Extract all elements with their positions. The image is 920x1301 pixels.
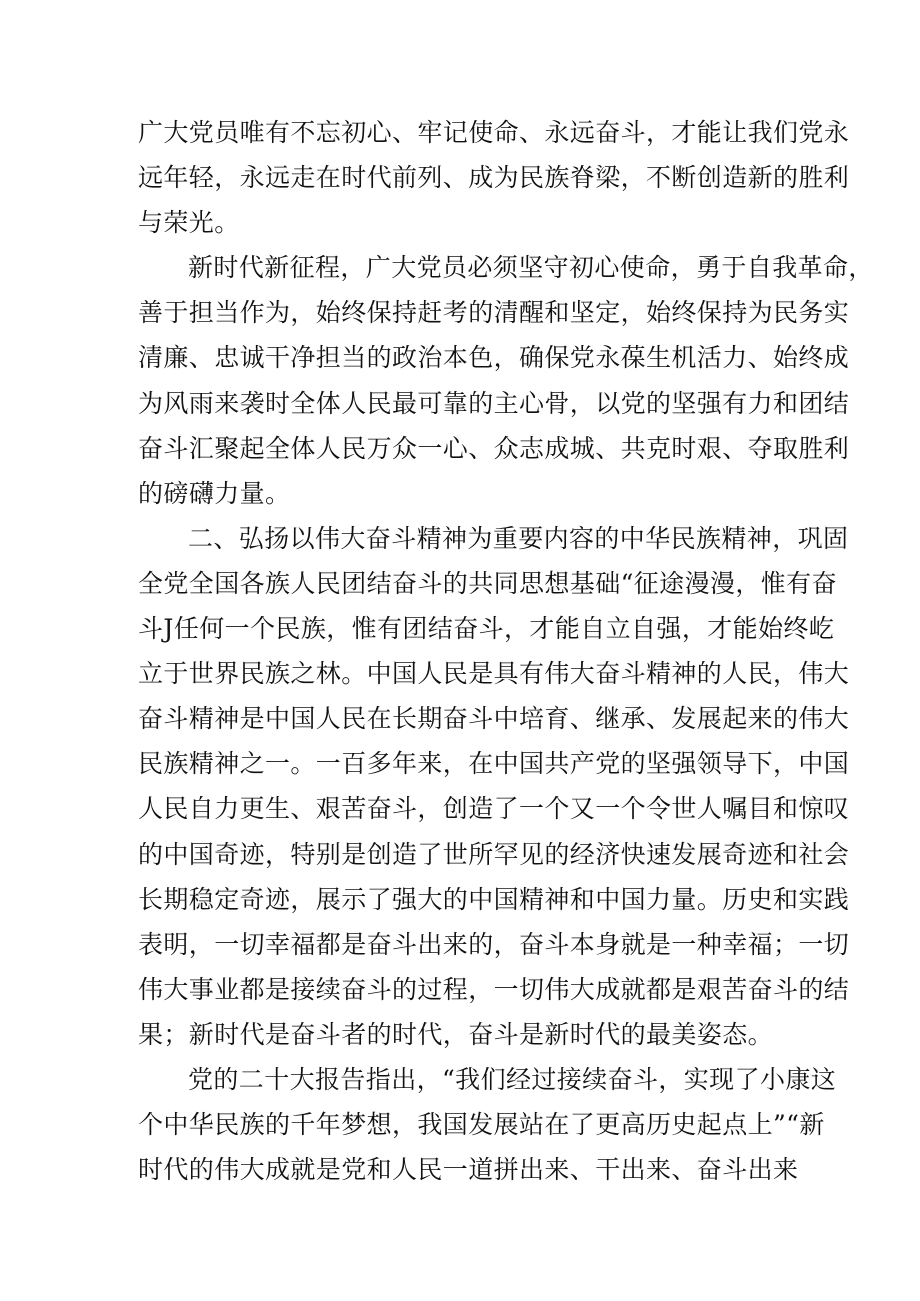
text-line: 善于担当作为，始终保持赶考的清醒和坚定，始终保持为民务实 (138, 298, 850, 328)
text-line: 新时代新征程，广大党员必须坚守初心使命，勇于自我革命， (188, 253, 874, 283)
text-line: 时代的伟大成就是党和人民一道拼出来、干出来、奋斗出来 (138, 1155, 799, 1185)
text-line: 远年轻，永远走在时代前列、成为民族脊梁，不断创造新的胜利 (138, 163, 850, 193)
text-line: 斗J任何一个民族，惟有团结奋斗，才能自立自强，才能始终屹 (138, 614, 835, 644)
paragraph-1 (138, 110, 850, 245)
text-line: 党的二十大报告指出，“我们经过接续奋斗，实现了小康这 (188, 1064, 837, 1094)
text-line: 的中国奇迹，特别是创造了世所罕见的经济快速发展奇迹和社会 (138, 839, 850, 869)
text-line: 个中华民族的千年梦想，我国发展站在了更高历史起点上”“新 (138, 1110, 825, 1140)
text-line: 人民自力更生、艰苦奋斗，创造了一个又一个令世人嘱目和惊叹 (138, 794, 850, 824)
paragraph-4 (138, 1057, 837, 1192)
text-line: 表明，一切幸福都是奋斗出来的，奋斗本身就是一种幸福；一切 (138, 929, 850, 959)
text-line: 奋斗精神是中国人民在长期奋斗中培育、继承、发展起来的伟大 (138, 704, 850, 734)
text-line: 二、弘扬以伟大奋斗精神为重要内容的中华民族精神，巩固 (188, 523, 849, 553)
text-line: 的磅礴力量。 (138, 478, 291, 508)
text-line: 立于世界民族之林。中国人民是具有伟大奋斗精神的人民，伟大 (138, 659, 850, 689)
text-line: 奋斗汇聚起全体人民万众一心、众志成城、共克时艰、夺取胜利 (138, 433, 850, 463)
text-line: 长期稳定奇迹，展示了强大的中国精神和中国力量。历史和实践 (138, 884, 850, 914)
text-line: 伟大事业都是接续奋斗的过程，一切伟大成就都是艰苦奋斗的结 (138, 974, 850, 1004)
text-line: 广大党员唯有不忘初心、牢记使命、永远奋斗，才能让我们党永 (138, 118, 850, 147)
text-line: 与荣光。 (138, 208, 240, 238)
text-line: 果；新时代是奋斗者的时代，奋斗是新时代的最美姿态。 (138, 1019, 774, 1049)
text-line: 民族精神之一。一百多年来，在中国共产党的坚强领导下，中国 (138, 749, 850, 779)
paragraph-3 (138, 516, 850, 1057)
body-text (138, 110, 874, 1192)
text-line: 全党全国各族人民团结奋斗的共同思想基础“征途漫漫，惟有奋 (138, 568, 837, 598)
text-line: 清廉、忠诚干净担当的政治本色，确保党永葆生机活力、始终成 (138, 343, 850, 373)
text-line: 为风雨来袭时全体人民最可靠的主心骨，以党的坚强有力和团结 (138, 388, 850, 418)
paragraph-2 (138, 245, 874, 516)
